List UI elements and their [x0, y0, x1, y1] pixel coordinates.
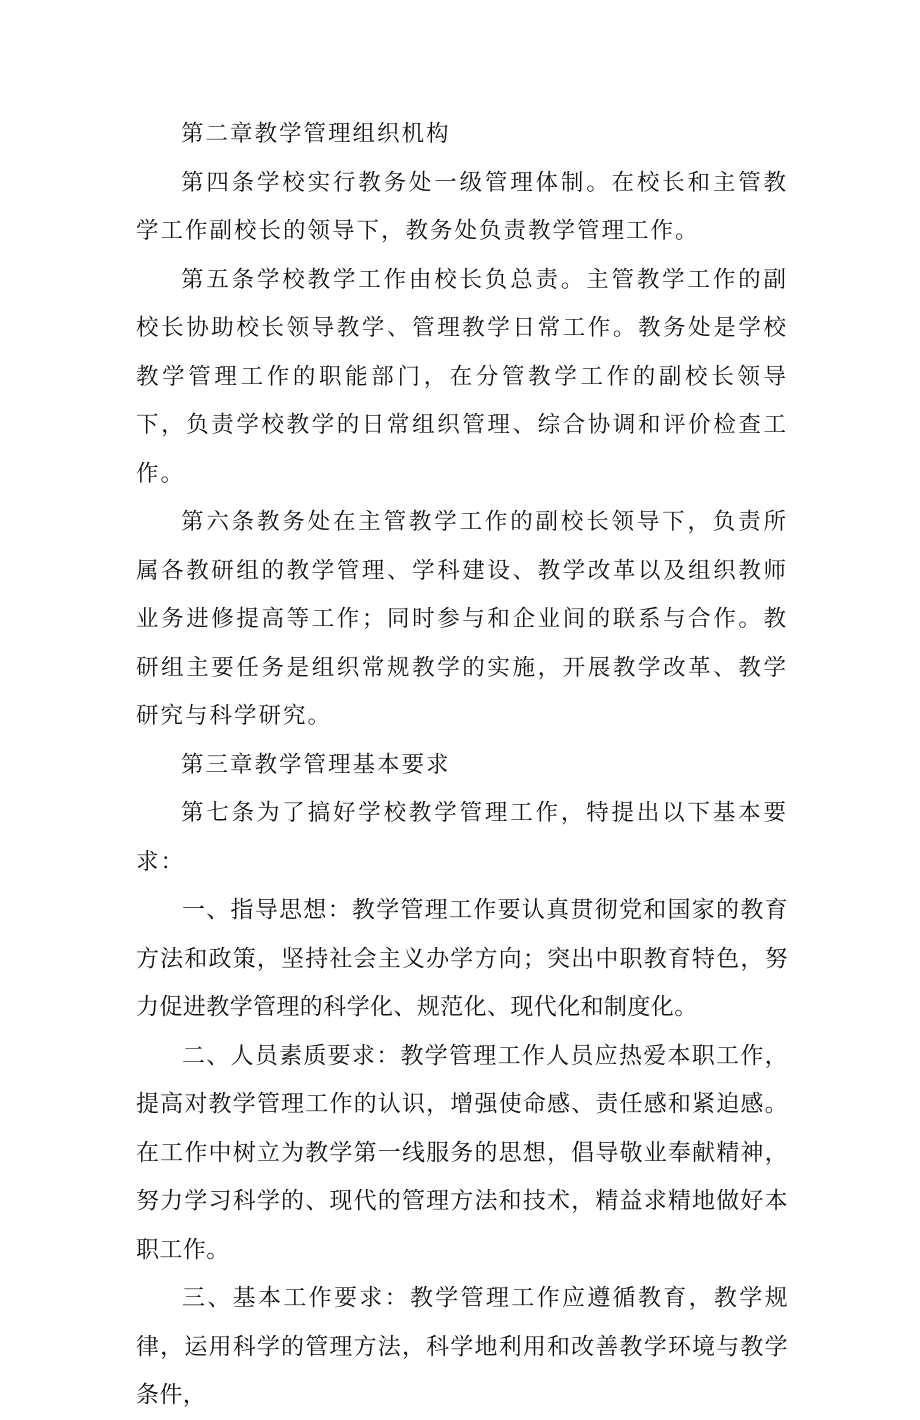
article-seven-paragraph: 第七条为了搞好学校教学管理工作，特提出以下基本要求：: [136, 800, 788, 875]
article-four-paragraph: 第四条学校实行教务处一级管理体制。在校长和主管教学工作副校长的领导下，教务处负责教学管理工作。: [136, 169, 788, 244]
guiding-ideology-paragraph: 一、指导思想：教学管理工作要认真贯彻党和国家的教育方法和政策，坚持社会主义办学方向；突出中职教育特色，努力促进教学管理的科学化、规范化、现代化和制度化。: [136, 897, 788, 1020]
chapter-three-heading: 第三章教学管理基本要求: [181, 751, 451, 778]
chapter-two-heading: 第二章教学管理组织机构: [181, 121, 451, 147]
staff-quality-paragraph: 二、人员素质要求：教学管理工作人员应热爱本职工作，提高对教学管理工作的认识，增强使命感、责任感和紧迫感。在工作中树立为教学第一线服务的思想，倡导敬业奉献精神，努力学习科学的、现代的管理方法和技术，精益求精地做好本职工作。: [136, 1042, 788, 1263]
article-six-paragraph: 第六条教务处在主管教学工作的副校长领导下，负责所属各教研组的教学管理、学科建设、教学改革以及组织教师业务进修提高等工作；同时参与和企业间的联系与合作。教研组主要任务是组织常规教学的实施，开展教学改革、教学研究与科学研究。: [136, 509, 788, 729]
article-five-paragraph: 第五条学校教学工作由校长负总责。主管教学工作的副校长协助校长领导教学、管理教学日常工作。教务处是学校教学管理工作的职能部门，在分管教学工作的副校长领导下，负责学校教学的日常组织管理、综合协调和评价检查工作。: [136, 266, 788, 487]
document-body: [136, 110, 788, 1420]
basic-work-requirements-paragraph: 三、基本工作要求：教学管理工作应遵循教育，教学规律，运用科学的管理方法，科学地利用和改善教学环境与教学条件，: [136, 1285, 788, 1408]
